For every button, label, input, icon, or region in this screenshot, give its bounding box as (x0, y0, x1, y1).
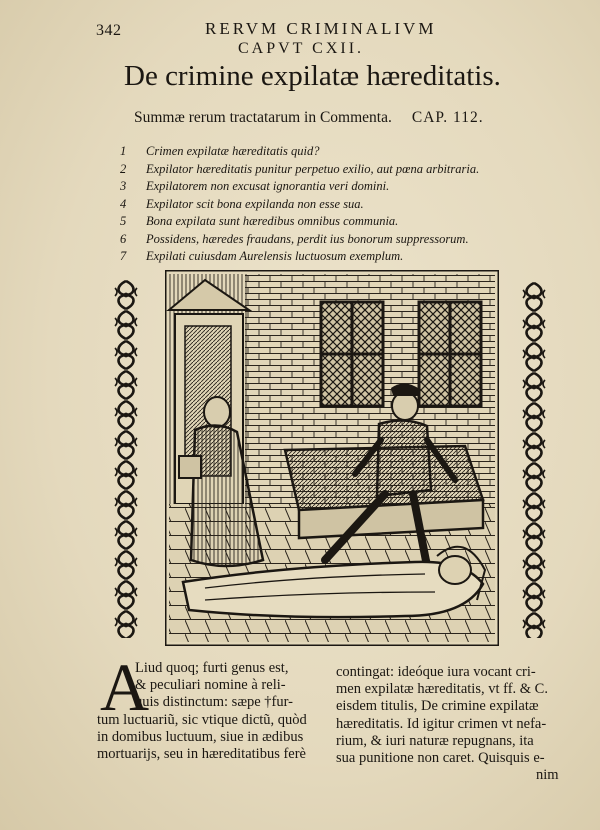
text-line: men expilatæ hæreditatis, vt ff. & C. (336, 681, 548, 698)
list-item-text: Expilati cuiusdam Aurelensis luctuosum exemplum. (146, 249, 404, 263)
text-line: Liud quoq; furti genus est, (135, 660, 289, 676)
list-item-text: Possidens, hæredes fraudans, perdit ius bonorum suppressorum. (146, 231, 469, 246)
text-line: & peculiari nomine à reli- (135, 677, 286, 694)
summary-cap: CAP. 112. (411, 109, 484, 126)
list-item-text: Bona expilata sunt hæredibus omnibus communia. (146, 214, 399, 228)
list-item (120, 178, 520, 196)
list-item-number: 5 (120, 214, 127, 228)
list-item (120, 231, 520, 249)
list-item (120, 161, 520, 179)
text-line: quis distinctum: sæpe †fur- (135, 694, 293, 711)
drop-cap: A (100, 649, 150, 725)
list-item-text: Expilator hæreditatis punitur perpetuo exilio, aut pœna arbitraria. (146, 161, 480, 176)
woodcut-illustration (165, 270, 499, 646)
list-item-number: 4 (120, 196, 127, 211)
text-line: in domibus luctuum, siue in ædibus (97, 728, 304, 745)
ornament-border-left (112, 280, 140, 638)
text-line: tum luctuariũ, sic vtique dictũ, quòd (97, 711, 307, 728)
list-item-text: Crimen expilatæ hæreditatis quid? (146, 144, 320, 158)
summary-list (120, 143, 520, 266)
text-line: contingat: ideóque iura vocant cri- (336, 664, 536, 680)
text-line: rium, & iuri naturæ repugnans, ita (336, 732, 534, 749)
list-item (120, 248, 520, 266)
text-column-right (336, 664, 559, 784)
chapter-heading: CAPVT CXII. (238, 40, 365, 57)
list-item (120, 213, 520, 231)
page-number: 342 (96, 22, 122, 39)
text-line: nim (536, 767, 559, 784)
list-item-number: 7 (120, 249, 127, 263)
summary-label: Summæ rerum tractatarum in Commenta. (134, 109, 392, 126)
summary-heading (134, 109, 484, 127)
running-head: RERVM CRIMINALIVM (205, 19, 437, 38)
list-item-number: 3 (120, 179, 127, 193)
chapter-title: De crimine expilatæ hæreditatis. (124, 60, 501, 92)
list-item-number: 1 (120, 144, 127, 158)
list-item-text: Expilator scit bona expilanda non esse sua. (146, 196, 364, 211)
ornament-border-right (520, 282, 548, 638)
text-line: eisdem titulis, De crimine expilatæ (336, 698, 539, 715)
text-line: sua punitione non caret. Quisquis e- (336, 749, 545, 766)
text-column-left (97, 660, 307, 763)
list-item-text: Expilatorem non excusat ignorantia veri domini. (146, 179, 390, 193)
list-item (120, 196, 520, 214)
text-line: mortuarijs, seu in hæreditatibus ferè (97, 745, 306, 762)
text-line: hæreditatis. Id igitur crimen vt nefa- (336, 715, 547, 732)
list-item-number: 2 (120, 161, 127, 176)
list-item-number: 6 (120, 231, 127, 246)
list-item (120, 143, 520, 161)
